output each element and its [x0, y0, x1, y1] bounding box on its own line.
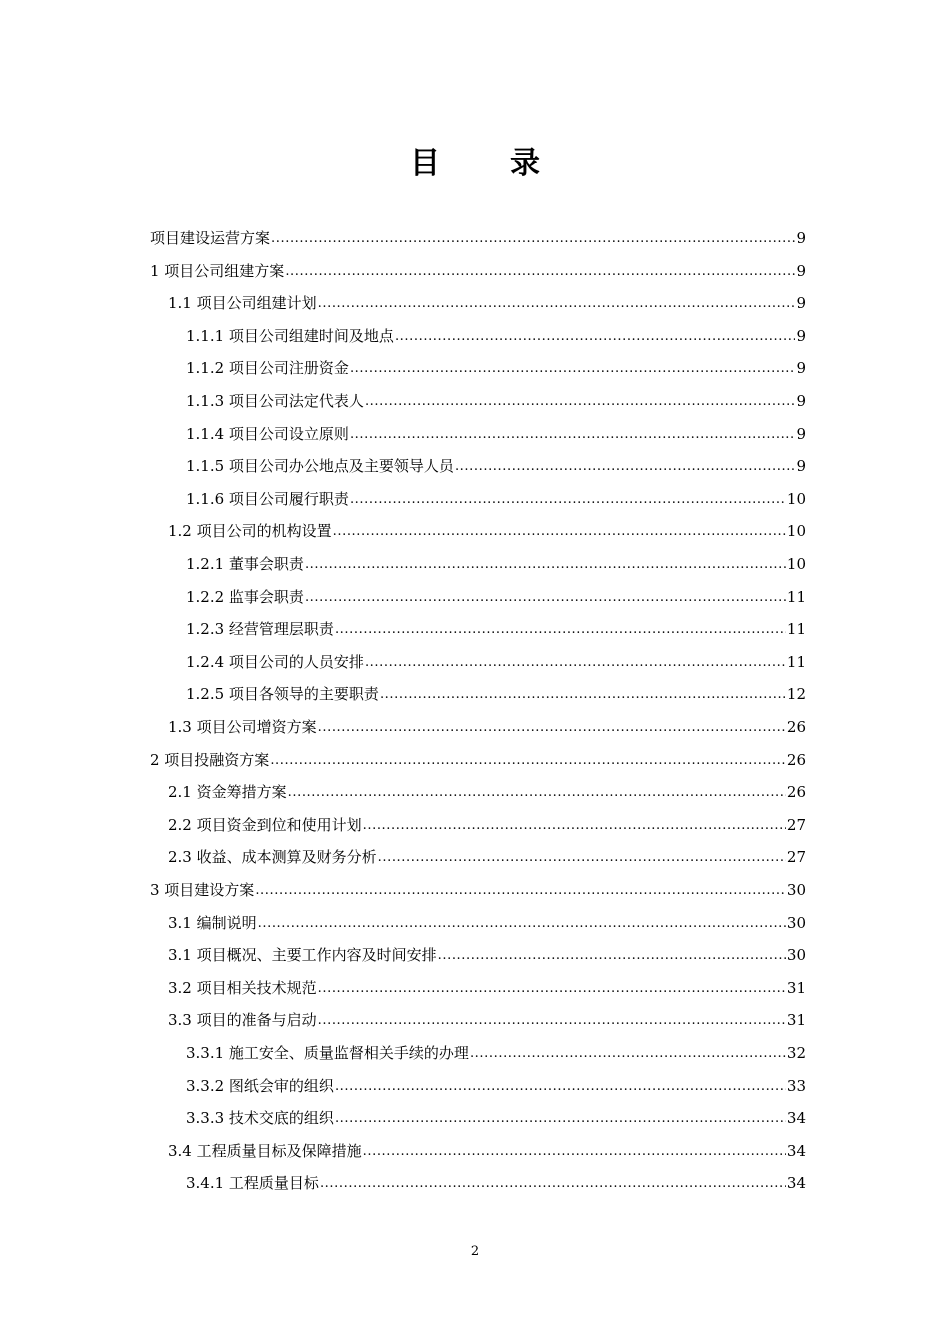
toc-entry-label: 项目建设运营方案: [150, 229, 271, 247]
toc-entry-page: 31: [786, 1011, 806, 1030]
toc-entry-page: 9: [796, 326, 806, 345]
toc-entry-page: 9: [796, 261, 806, 280]
toc-dot-leader: [395, 328, 796, 346]
toc-entry-label: 1.2.3 经营管理层职责: [186, 620, 334, 639]
toc-entry-label: 3.3.3 技术交底的组织: [186, 1109, 334, 1128]
toc-dot-leader: [305, 556, 786, 574]
toc-dot-leader: [365, 654, 786, 672]
toc-dot-leader: [350, 360, 796, 378]
toc-entry[interactable]: [168, 803, 806, 835]
toc-entry-label: 1.2.2 监事会职责: [186, 587, 304, 606]
toc-entry-page: 9: [796, 424, 806, 443]
toc-entry-page: 30: [786, 946, 806, 965]
toc-entry-page: 34: [786, 1109, 806, 1128]
toc-dot-leader: [255, 882, 786, 900]
toc-entry[interactable]: [186, 1064, 806, 1096]
toc-entry[interactable]: [186, 607, 806, 639]
page-title: 目 录: [410, 146, 560, 181]
toc-entry[interactable]: [186, 379, 806, 411]
toc-entry-page: 9: [796, 229, 806, 247]
toc-entry-label: 3 项目建设方案: [150, 881, 255, 899]
toc-dot-leader: [365, 393, 796, 411]
toc-entry-label: 3.3 项目的准备与启动: [168, 1011, 317, 1030]
toc-dot-leader: [271, 230, 795, 248]
toc-entry[interactable]: [168, 835, 806, 867]
toc-entry-label: 1.1.1 项目公司组建时间及地点: [186, 326, 394, 345]
toc-dot-leader: [335, 621, 786, 639]
toc-entry-page: 27: [786, 815, 806, 834]
toc-entry[interactable]: [186, 672, 806, 704]
toc-entry-page: 9: [796, 392, 806, 410]
toc-dot-leader: [335, 1078, 786, 1096]
toc-dot-leader: [455, 458, 796, 476]
toc-entry[interactable]: [168, 705, 806, 737]
toc-entry-page: 11: [786, 652, 806, 671]
toc-entry-page: 32: [786, 1044, 806, 1062]
toc-entry-page: 27: [786, 848, 806, 867]
toc-dot-leader: [318, 1012, 786, 1030]
toc-entry-label: 3.3.2 图纸会审的组织: [186, 1076, 334, 1095]
toc-entry-label: 2.3 收益、成本测算及财务分析: [168, 848, 377, 867]
toc-entry[interactable]: [150, 868, 806, 900]
toc-dot-leader: [270, 752, 786, 770]
toc-entry[interactable]: [150, 738, 806, 770]
toc-entry[interactable]: [186, 412, 806, 444]
toc-dot-leader: [318, 719, 786, 737]
toc-entry-label: 1.3 项目公司增资方案: [168, 718, 317, 736]
toc-entry[interactable]: [186, 1161, 806, 1193]
toc-entry-label: 3.1 项目概况、主要工作内容及时间安排: [168, 946, 437, 965]
toc-dot-leader: [380, 686, 786, 704]
toc-dot-leader: [335, 1110, 786, 1128]
toc-entry-page: 30: [786, 881, 806, 899]
toc-dot-leader: [285, 263, 795, 281]
toc-entry-label: 1.2.4 项目公司的人员安排: [186, 652, 364, 671]
toc-entry-page: 34: [786, 1141, 806, 1160]
toc-dot-leader: [363, 1143, 786, 1161]
toc-entry-page: 26: [786, 718, 806, 736]
toc-dot-leader: [438, 947, 786, 965]
toc-entry-label: 1.2.1 董事会职责: [186, 555, 304, 573]
toc-entry-label: 3.4.1 工程质量目标: [186, 1174, 319, 1193]
toc-entry-page: 9: [796, 294, 806, 313]
toc-dot-leader: [318, 980, 786, 998]
toc-dot-leader: [305, 589, 786, 607]
toc-dot-leader: [350, 426, 796, 444]
toc-entry-label: 3.3.1 施工安全、质量监督相关手续的办理: [186, 1044, 469, 1062]
toc-entry-page: 31: [786, 978, 806, 997]
toc-entry-page: 11: [786, 620, 806, 639]
toc-entry[interactable]: [186, 314, 806, 346]
toc-entry-label: 1.2 项目公司的机构设置: [168, 522, 332, 541]
toc-entry[interactable]: [168, 281, 806, 313]
toc-entry-label: 1.1.4 项目公司设立原则: [186, 424, 349, 443]
toc-entry-label: 2 项目投融资方案: [150, 750, 270, 769]
toc-entry-label: 1 项目公司组建方案: [150, 261, 285, 280]
toc-entry[interactable]: [168, 509, 806, 541]
toc-dot-leader: [320, 1175, 786, 1193]
toc-entry[interactable]: [186, 640, 806, 672]
toc-entry[interactable]: [168, 966, 806, 998]
toc-entry[interactable]: [150, 249, 806, 281]
toc-entry-label: 2.1 资金筹措方案: [168, 783, 287, 802]
toc-entry-label: 3.2 项目相关技术规范: [168, 978, 317, 997]
toc-entry-label: 1.1.3 项目公司法定代表人: [186, 392, 364, 410]
toc-entry-page: 9: [796, 359, 806, 378]
toc-entry[interactable]: [168, 1129, 806, 1161]
toc-dot-leader: [288, 784, 786, 802]
toc-dot-leader: [350, 491, 786, 509]
toc-entry-page: 26: [786, 783, 806, 802]
toc-entry[interactable]: [186, 542, 806, 574]
toc-entry-page: 11: [786, 587, 806, 606]
toc-entry[interactable]: [168, 933, 806, 965]
toc-entry-page: 10: [786, 489, 806, 508]
toc-entry-label: 1.1.6 项目公司履行职责: [186, 489, 349, 508]
toc-entry-page: 10: [786, 522, 806, 541]
toc-entry[interactable]: [168, 901, 806, 933]
toc-entry-page: 33: [786, 1076, 806, 1095]
toc-entry[interactable]: [186, 444, 806, 476]
toc-entry[interactable]: [150, 216, 806, 248]
toc-entry-label: 2.2 项目资金到位和使用计划: [168, 815, 362, 834]
toc-dot-leader: [378, 849, 786, 867]
toc-entry-label: 1.1.5 项目公司办公地点及主要领导人员: [186, 457, 454, 476]
toc-entry-page: 30: [786, 913, 806, 932]
page-number: 2: [470, 1244, 480, 1259]
toc-entry-page: 34: [786, 1174, 806, 1193]
toc-entry[interactable]: [186, 1031, 806, 1063]
toc-entry-page: 12: [786, 685, 806, 704]
toc-entry-label: 3.1 编制说明: [168, 913, 257, 932]
toc-entry-page: 10: [786, 555, 806, 573]
toc-entry[interactable]: [186, 346, 806, 378]
toc-entry[interactable]: [168, 998, 806, 1030]
toc-entry[interactable]: [186, 1096, 806, 1128]
toc-dot-leader: [258, 915, 786, 933]
toc-entry-label: 1.1.2 项目公司注册资金: [186, 359, 349, 378]
toc-entry-label: 3.4 工程质量目标及保障措施: [168, 1141, 362, 1160]
toc-dot-leader: [333, 523, 786, 541]
toc-entry-label: 1.1 项目公司组建计划: [168, 294, 317, 313]
toc-dot-leader: [470, 1045, 786, 1063]
toc-entry-page: 9: [796, 457, 806, 476]
toc-entry[interactable]: [186, 575, 806, 607]
toc-entry[interactable]: [186, 477, 806, 509]
toc-entry[interactable]: [168, 770, 806, 802]
toc-dot-leader: [363, 817, 786, 835]
toc-entry-label: 1.2.5 项目各领导的主要职责: [186, 685, 379, 704]
toc-dot-leader: [318, 295, 796, 313]
toc-entry-page: 26: [786, 750, 806, 769]
